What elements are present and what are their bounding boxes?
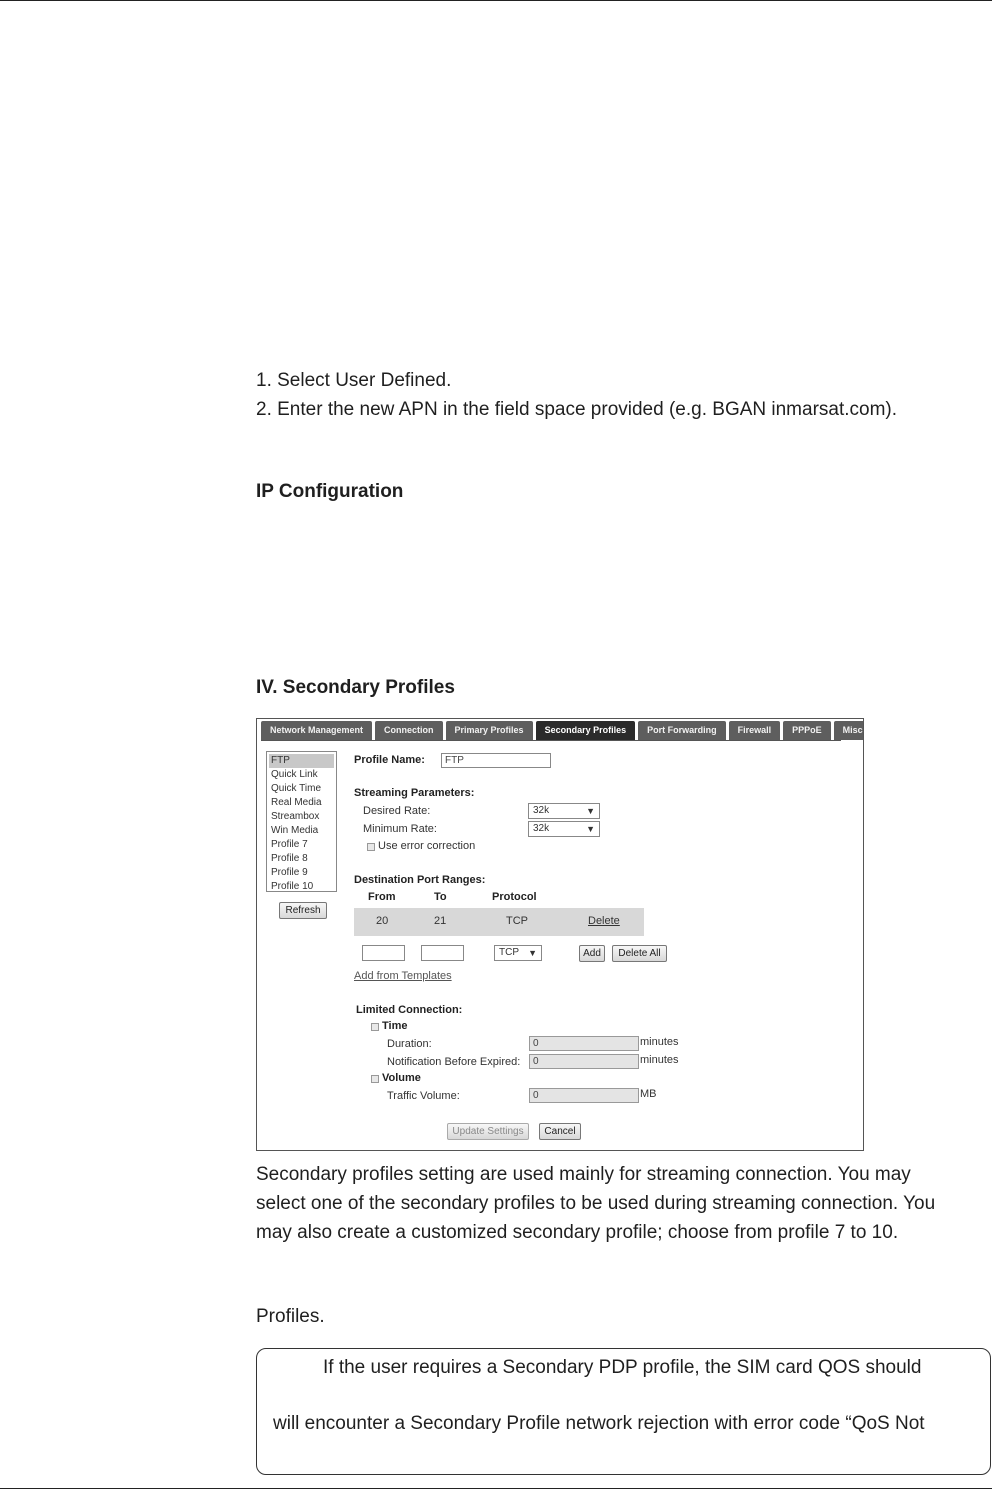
- secondary-profiles-heading: IV. Secondary Profiles: [256, 677, 455, 698]
- chevron-down-icon: ▼: [586, 824, 595, 834]
- profiles-text: Profiles.: [256, 1306, 325, 1327]
- profile-name-label: Profile Name:: [354, 754, 425, 766]
- new-port-from-input[interactable]: [362, 945, 405, 961]
- chevron-down-icon: ▼: [528, 948, 537, 958]
- port-protocol-value: TCP: [506, 915, 528, 927]
- destination-port-ranges-label: Destination Port Ranges:: [354, 874, 486, 886]
- profile-list-item[interactable]: Profile 8: [271, 853, 308, 864]
- duration-label: Duration:: [387, 1038, 432, 1050]
- profile-list-item-ftp[interactable]: FTP: [269, 754, 334, 768]
- tab-firewall[interactable]: Firewall: [729, 721, 781, 740]
- desired-rate-select[interactable]: [528, 803, 600, 819]
- top-rule: [0, 0, 992, 1]
- traffic-volume-label: Traffic Volume:: [387, 1090, 460, 1102]
- tab-pppoe[interactable]: PPPoE: [783, 721, 831, 740]
- minimum-rate-label: Minimum Rate:: [363, 823, 437, 835]
- new-protocol-value: TCP: [499, 947, 519, 958]
- desired-rate-label: Desired Rate:: [363, 805, 431, 817]
- add-from-templates-link[interactable]: Add from Templates: [354, 970, 452, 982]
- error-correction-label: Use error correction: [378, 840, 476, 852]
- notification-label: Notification Before Expired:: [387, 1056, 521, 1068]
- profile-list-item[interactable]: Win Media: [271, 825, 319, 836]
- ip-configuration-heading: IP Configuration: [256, 481, 404, 502]
- body-text-line-3: may also create a customized secondary profile; choose from profile 7 to 10.: [256, 1222, 899, 1243]
- tab-network-management[interactable]: Network Management: [261, 721, 372, 740]
- profile-list-item[interactable]: Profile 9: [271, 867, 308, 878]
- traffic-volume-input[interactable]: 0: [529, 1088, 639, 1103]
- secondary-profiles-screenshot: [256, 718, 864, 1151]
- traffic-volume-unit: MB: [640, 1088, 657, 1100]
- port-from-value: 20: [376, 915, 389, 927]
- tab-connection[interactable]: Connection: [375, 721, 443, 740]
- new-port-to-input[interactable]: [421, 945, 464, 961]
- body-text-line-1: Secondary profiles setting are used mainly for streaming connection. You may: [256, 1164, 911, 1185]
- profile-list-item[interactable]: Quick Link: [271, 769, 318, 780]
- tab-port-forwarding[interactable]: Port Forwarding: [638, 721, 726, 740]
- body-text-line-2: select one of the secondary profiles to be used during streaming connection. You: [256, 1193, 936, 1214]
- port-range-row: [354, 908, 644, 936]
- instruction-step-1: 1. Select User Defined.: [256, 370, 452, 391]
- add-port-button[interactable]: Add: [579, 945, 605, 962]
- column-from: From: [368, 891, 396, 903]
- profile-list-item[interactable]: Streambox: [271, 811, 320, 822]
- notification-unit: minutes: [640, 1054, 679, 1066]
- streaming-parameters-label: Streaming Parameters:: [354, 787, 475, 799]
- duration-input[interactable]: 0: [529, 1036, 639, 1051]
- limited-connection-label: Limited Connection:: [356, 1004, 463, 1016]
- time-checkbox[interactable]: [371, 1023, 379, 1031]
- refresh-button[interactable]: Refresh: [279, 902, 327, 919]
- volume-checkbox[interactable]: [371, 1075, 379, 1083]
- cancel-button[interactable]: Cancel: [539, 1123, 581, 1140]
- instruction-step-2: 2. Enter the new APN in the field space provided (e.g. BGAN inmarsat.com).: [256, 399, 898, 420]
- profile-name-input[interactable]: FTP: [441, 753, 551, 768]
- minimum-rate-select[interactable]: [528, 821, 600, 837]
- duration-unit: minutes: [640, 1036, 679, 1048]
- settings-tab-bar: [261, 721, 863, 741]
- profile-list-item[interactable]: Profile 7: [271, 839, 308, 850]
- desired-rate-value: 32k: [533, 805, 550, 816]
- tab-primary-profiles[interactable]: Primary Profiles: [446, 721, 533, 740]
- tab-secondary-profiles[interactable]: Secondary Profiles: [536, 721, 636, 740]
- note-box: [256, 1348, 991, 1475]
- profile-list[interactable]: [266, 751, 337, 892]
- profile-list-item[interactable]: Quick Time: [271, 783, 322, 794]
- notification-input[interactable]: 0: [529, 1054, 639, 1069]
- profile-list-item[interactable]: Real Media: [271, 797, 322, 808]
- column-to: To: [434, 891, 447, 903]
- delete-all-button[interactable]: Delete All: [612, 945, 667, 962]
- bottom-rule: [0, 1488, 992, 1489]
- tab-misc[interactable]: Misc: [834, 721, 864, 740]
- error-correction-checkbox[interactable]: [367, 843, 375, 851]
- note-line-1: If the user requires a Secondary PDP profile, the SIM card QOS should: [323, 1357, 922, 1378]
- chevron-down-icon: ▼: [586, 806, 595, 816]
- note-line-2: will encounter a Secondary Profile network rejection with error code “QoS Not: [273, 1413, 925, 1434]
- profile-list-item[interactable]: Profile 10: [271, 881, 314, 892]
- update-settings-button[interactable]: Update Settings: [447, 1123, 529, 1140]
- delete-port-link[interactable]: Delete: [588, 915, 620, 927]
- new-protocol-select[interactable]: [494, 945, 542, 961]
- port-to-value: 21: [434, 915, 447, 927]
- time-label: Time: [382, 1020, 408, 1032]
- column-protocol: Protocol: [492, 891, 537, 903]
- volume-label: Volume: [382, 1072, 421, 1084]
- minimum-rate-value: 32k: [533, 823, 550, 834]
